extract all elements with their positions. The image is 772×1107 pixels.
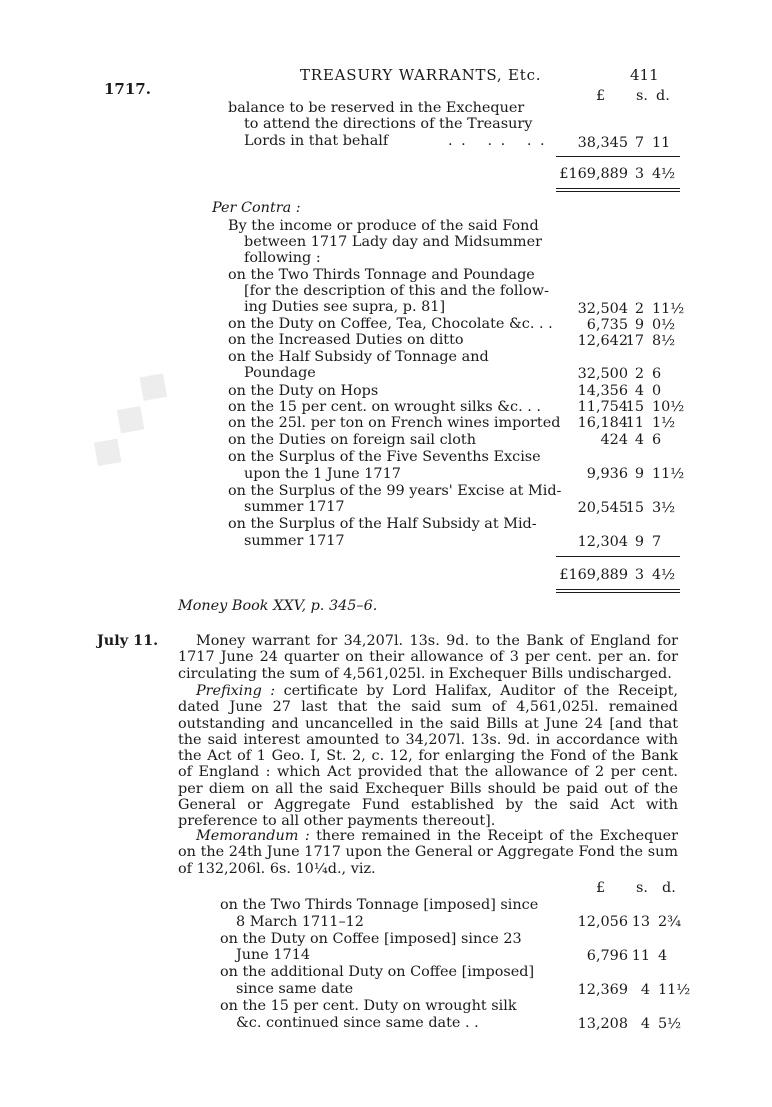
entry-paragraph-3: [178, 828, 678, 877]
contra-item-8-shillings: 9: [634, 466, 644, 482]
contra-item-2-shillings: 17: [625, 333, 644, 349]
col-header-pounds-2: £: [596, 880, 606, 896]
contra-item-2-pounds: 12,642: [577, 333, 628, 349]
top-amount-shillings: 7: [634, 135, 644, 151]
divider: [556, 589, 680, 590]
contra-item-0-shillings: 2: [634, 301, 644, 317]
contra-item-1-line-1: on the Duty on Coffee, Tea, Chocolate &c. . .: [228, 316, 553, 332]
divider: [556, 191, 680, 192]
viz-item-3-pence: 5½: [658, 1016, 682, 1032]
contra-total-shillings: 3: [634, 567, 644, 583]
viz-item-1-pence: 4: [658, 948, 668, 964]
contra-total-pence: 4½: [652, 567, 676, 583]
memorandum-label: Memorandum :: [196, 828, 310, 844]
prefixing-label: Prefixing :: [196, 683, 276, 699]
contra-item-3-shillings: 2: [634, 366, 644, 382]
contra-item-0-line-2: [for the description of this and the follow-: [244, 283, 549, 299]
contra-item-8-pounds: 9,936: [586, 466, 628, 482]
viz-item-0-shillings: 13: [631, 914, 650, 930]
viz-item-0-pence: 2¾: [658, 914, 682, 930]
running-title: TREASURY WARRANTS, Etc.: [300, 66, 542, 84]
viz-item-3-pounds: 13,208: [577, 1016, 628, 1032]
contra-item-7-pence: 6: [652, 432, 662, 448]
contra-total-pounds: £169,889: [559, 567, 628, 583]
entry-date: July 11.: [97, 632, 159, 649]
entry-paragraph-1: [178, 633, 678, 682]
viz-item-1-pounds: 6,796: [586, 948, 628, 964]
contra-item-0-line-3: ing Duties see supra, p. 81]: [244, 299, 446, 315]
viz-item-2-line-2: since same date: [236, 981, 354, 997]
contra-item-9-pence: 3½: [652, 500, 676, 516]
viz-item-2-shillings: 4: [640, 982, 650, 998]
divider: [556, 156, 680, 157]
divider: [556, 592, 680, 593]
contra-item-8-line-1: on the Surplus of the Five Sevenths Excise: [228, 449, 541, 465]
contra-item-1-shillings: 9: [634, 317, 644, 333]
top-total-pence: 4½: [652, 166, 676, 182]
contra-item-3-line-1: on the Half Subsidy of Tonnage and: [228, 349, 489, 365]
contra-item-7-pounds: 424: [600, 432, 628, 448]
viz-item-1-line-1: on the Duty on Coffee [imposed] since 23: [220, 931, 522, 947]
contra-item-8-line-2: upon the 1 June 1717: [244, 466, 401, 482]
top-entry-line-1: balance to be reserved in the Exchequer: [228, 100, 525, 116]
top-total-pounds: £169,889: [559, 166, 628, 182]
viz-item-2-pence: 11½: [658, 982, 691, 998]
col-header-pence-2: d.: [662, 880, 676, 896]
contra-item-9-line-1: on the Surplus of the 99 years' Excise at Mid-: [228, 483, 562, 499]
contra-item-0-pence: 11½: [652, 301, 685, 317]
contra-item-6-pence: 1½: [652, 415, 676, 431]
contra-item-4-pounds: 14,356: [577, 383, 628, 399]
col-header-pence: d.: [656, 88, 670, 104]
contra-item-4-shillings: 4: [634, 383, 644, 399]
contra-item-0-line-1: on the Two Thirds Tonnage and Poundage: [228, 267, 535, 283]
top-total-shillings: 3: [634, 166, 644, 182]
contra-item-3-pounds: 32,500: [577, 366, 628, 382]
viz-item-3-shillings: 4: [640, 1016, 650, 1032]
viz-item-3-line-1: on the 15 per cent. Duty on wrought silk: [220, 998, 517, 1014]
col-header-pounds: £: [596, 88, 606, 104]
viz-item-0-line-2: 8 March 1711–12: [236, 914, 364, 930]
contra-item-9-line-2: summer 1717: [244, 499, 345, 515]
contra-item-10-line-1: on the Surplus of the Half Subsidy at Mid-: [228, 516, 537, 532]
contra-item-1-pounds: 6,735: [586, 317, 628, 333]
contra-item-2-pence: 8½: [652, 333, 676, 349]
page-number: 411: [630, 66, 659, 84]
contra-item-6-shillings: 11: [625, 415, 644, 431]
per-contra-heading: Per Contra :: [212, 200, 301, 216]
leader-dots: . . . . . .: [448, 133, 547, 149]
page-year: 1717.: [104, 80, 151, 98]
contra-item-0-pounds: 32,504: [577, 301, 628, 317]
viz-item-0-line-1: on the Two Thirds Tonnage [imposed] since: [220, 897, 539, 913]
entry-text-1: Money warrant for 34,207l. 13s. 9d. to the Bank of England for 1717 June 24 quarter on their allowance of 3 per cent. per an. for circulating the sum of 4,561,025l. in Exchequer Bills undischarged.: [178, 633, 678, 682]
contra-item-10-line-2: summer 1717: [244, 533, 345, 549]
col-header-shillings-2: s.: [636, 880, 648, 896]
contra-item-9-pounds: 20,545: [577, 500, 628, 516]
contra-item-8-pence: 11½: [652, 466, 685, 482]
viz-item-0-pounds: 12,056: [577, 914, 628, 930]
contra-item-5-pence: 10½: [652, 399, 685, 415]
contra-item-7-line-1: on the Duties on foreign sail cloth: [228, 432, 476, 448]
contra-item-10-pence: 7: [652, 534, 662, 550]
viz-item-1-shillings: 11: [631, 948, 650, 964]
viz-item-2-line-1: on the additional Duty on Coffee [imposed]: [220, 964, 535, 980]
contra-item-9-shillings: 15: [625, 500, 644, 516]
contra-item-6-pounds: 16,184: [577, 415, 628, 431]
top-amount-pence: 11: [652, 135, 671, 151]
contra-intro-line-3: following :: [244, 250, 321, 266]
watermark: ◆◆◆: [74, 351, 185, 480]
top-entry-line-3: Lords in that behalf: [244, 133, 389, 149]
contra-item-3-line-2: Poundage: [244, 365, 316, 381]
contra-item-3-pence: 6: [652, 366, 662, 382]
contra-item-4-pence: 0: [652, 383, 662, 399]
contra-item-10-shillings: 9: [634, 534, 644, 550]
entry-paragraph-2: [178, 683, 678, 830]
top-amount-pounds: 38,345: [577, 135, 628, 151]
contra-item-4-line-1: on the Duty on Hops: [228, 383, 379, 399]
top-entry-line-2: to attend the directions of the Treasury: [244, 116, 533, 132]
contra-item-1-pence: 0½: [652, 317, 676, 333]
contra-item-5-shillings: 15: [625, 399, 644, 415]
entry-text-2: certificate by Lord Halifax, Auditor of the Receipt, dated June 27 last that the said sum of 4,561,025l. remained outstanding and uncancelled in the said Bills at June 24 [and that the said interest amounted to 34,207l. 13s. 9d. in accordance with the Act of 1 Geo. I, St. 2, c. 12, for enlarging the Fond of the Bank of England : which Act provided that the allowance of 2 per cent. per diem on all the said Exchequer Bills should be paid out of the General or Aggregate Fund established by the said Act with preference to all other payments thereout].: [178, 683, 678, 830]
contra-item-10-pounds: 12,304: [577, 534, 628, 550]
contra-item-7-shillings: 4: [634, 432, 644, 448]
contra-intro-line-2: between 1717 Lady day and Midsummer: [244, 234, 542, 250]
contra-item-5-line-1: on the 15 per cent. on wrought silks &c. . .: [228, 399, 541, 415]
viz-item-3-line-2: &c. continued since same date . .: [236, 1015, 479, 1031]
entry-text-3: there remained in the Receipt of the Exchequer on the 24th June 1717 upon the General or Aggregate Fond the sum of 132,206l. 6s. 10¼d., viz.: [178, 828, 678, 877]
contra-intro-line-1: By the income or produce of the said Fond: [228, 218, 539, 234]
contra-item-5-pounds: 11,754: [577, 399, 628, 415]
divider: [556, 556, 680, 557]
contra-item-6-line-1: on the 25l. per ton on French wines imported: [228, 415, 561, 431]
col-header-shillings: s.: [636, 88, 648, 104]
contra-item-2-line-1: on the Increased Duties on ditto: [228, 332, 464, 348]
viz-item-1-line-2: June 1714: [236, 947, 311, 963]
viz-item-2-pounds: 12,369: [577, 982, 628, 998]
source-reference: Money Book XXV, p. 345–6.: [178, 598, 378, 614]
divider: [556, 188, 680, 189]
